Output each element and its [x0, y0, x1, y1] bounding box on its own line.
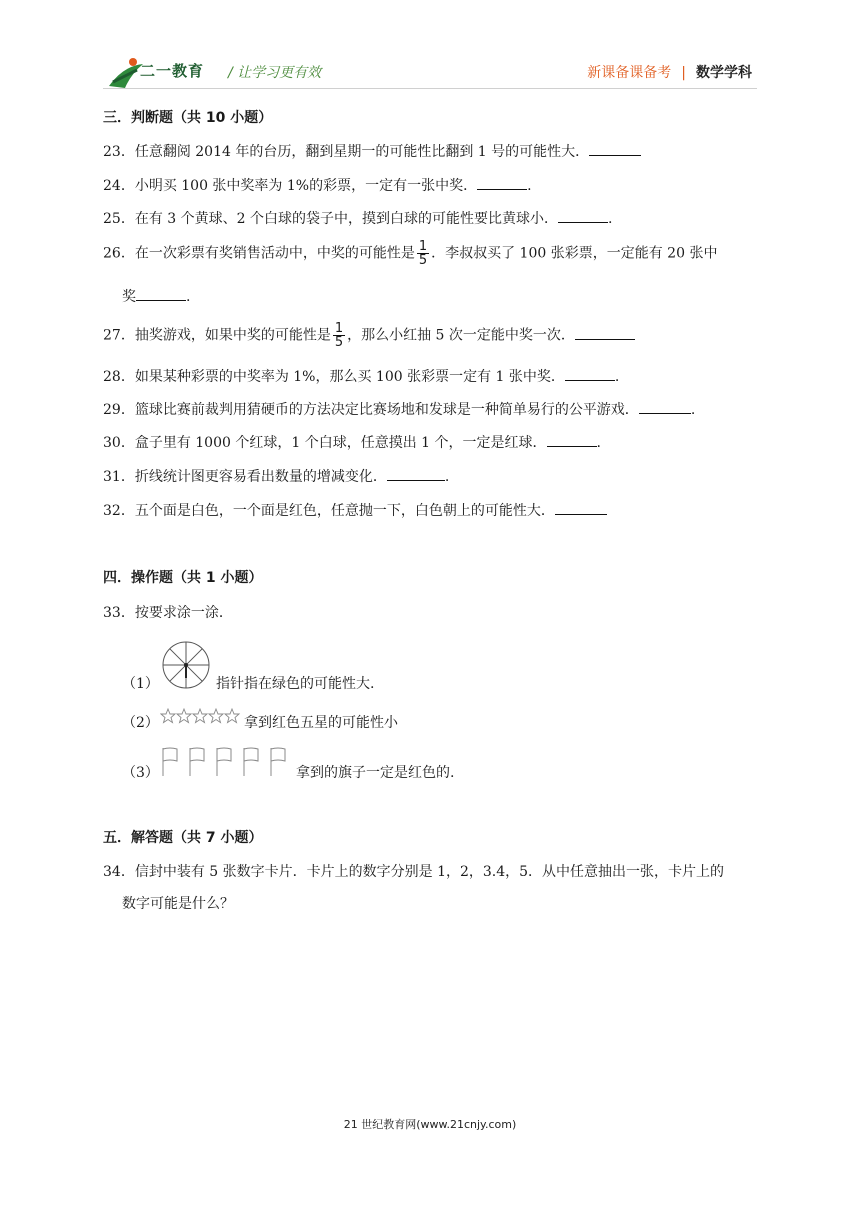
flag-icon — [271, 748, 285, 776]
question-31: 31．折线统计图更容易看出数量的增减变化． . — [103, 469, 450, 485]
question-34-cont: 数字可能是什么？ — [122, 896, 234, 912]
flag-icon — [163, 748, 177, 776]
question-25: 25．在有 3 个黄球、2 个白球的袋子中，摸到白球的可能性要比黄球小． . — [103, 211, 613, 227]
slogan: / 让学习更有效 — [228, 65, 322, 81]
subject-label: 数学学科 — [696, 65, 752, 81]
answer-blank[interactable] — [639, 401, 691, 414]
section5-title: 五．解答题（共 7 小题） — [103, 830, 263, 846]
answer-blank[interactable] — [575, 327, 635, 340]
answer-blank[interactable] — [387, 468, 445, 481]
flag-icon — [217, 748, 231, 776]
question-23: 23．任意翻阅 2014 年的台历，翻到星期一的可能性比翻到 1 号的可能性大． — [103, 141, 641, 161]
header-right — [587, 62, 752, 82]
stars-row — [160, 708, 242, 724]
header-separator: | — [681, 65, 686, 81]
star-icon — [161, 709, 175, 723]
question-26-cont: 奖 . — [122, 289, 191, 305]
spinner-wheel-icon[interactable] — [160, 640, 212, 690]
star-icon — [193, 709, 207, 723]
answer-blank[interactable] — [589, 143, 641, 156]
question-29: 29．篮球比赛前裁判用猜硬币的方法决定比赛场地和发球是一种简单易行的公平游戏． . — [103, 402, 696, 418]
question-30: 30．盒子里有 1000 个红球，1 个白球，任意摸出 1 个，一定是红球． . — [103, 435, 601, 451]
page-footer: 21 世纪教育网(www.21cnjy.com) — [343, 1118, 517, 1131]
header-divider — [103, 88, 757, 89]
star-icon — [209, 709, 223, 723]
question-28: 28．如果某种彩票的中奖率为 1%，那么买 100 张彩票一定有 1 张中奖． . — [103, 369, 620, 385]
fraction: $\frac{1}{5}$ — [418, 239, 428, 268]
section4-title: 四．操作题（共 1 小题） — [103, 570, 263, 586]
fraction: $\frac{1}{5}$ — [334, 321, 344, 350]
answer-blank[interactable] — [477, 177, 527, 190]
flag-icon — [190, 748, 204, 776]
page-header — [0, 0, 860, 100]
answer-blank[interactable] — [136, 288, 186, 301]
question-33: 33．按要求涂一涂． — [103, 605, 233, 621]
answer-blank[interactable] — [547, 434, 597, 447]
answer-blank[interactable] — [565, 368, 615, 381]
flags-row — [160, 744, 292, 778]
star-icon — [177, 709, 191, 723]
answer-blank[interactable] — [555, 502, 607, 515]
star-icon — [225, 709, 239, 723]
question-32: 32．五个面是白色，一个面是红色，任意抛一下，白色朝上的可能性大． — [103, 500, 607, 520]
logo-text: 二一教育 — [140, 62, 205, 80]
answer-blank[interactable] — [558, 210, 608, 223]
question-26: 26．在一次彩票有奖销售活动中，中奖的可能性是 $\frac{1}{5}$ ．李叔叔买了 100 张彩票，一定能有 20 张中 — [103, 239, 718, 268]
question-27: 27．抽奖游戏，如果中奖的可能性是 $\frac{1}{5}$ ，那么小红抽 5 次一定能中奖一次． — [103, 322, 635, 349]
flag-icon — [244, 748, 258, 776]
tagline: 新课备课备考 — [587, 65, 672, 81]
question-24: 24．小明买 100 张中奖率为 1%的彩票，一定有一张中奖． . — [103, 178, 532, 194]
question-34: 34．信封中装有 5 张数字卡片．卡片上的数字分别是 1，2，3.4，5．从中任意抽出一张，卡片上的 — [103, 864, 725, 880]
section3-title: 三．判断题（共 10 小题） — [103, 110, 273, 126]
